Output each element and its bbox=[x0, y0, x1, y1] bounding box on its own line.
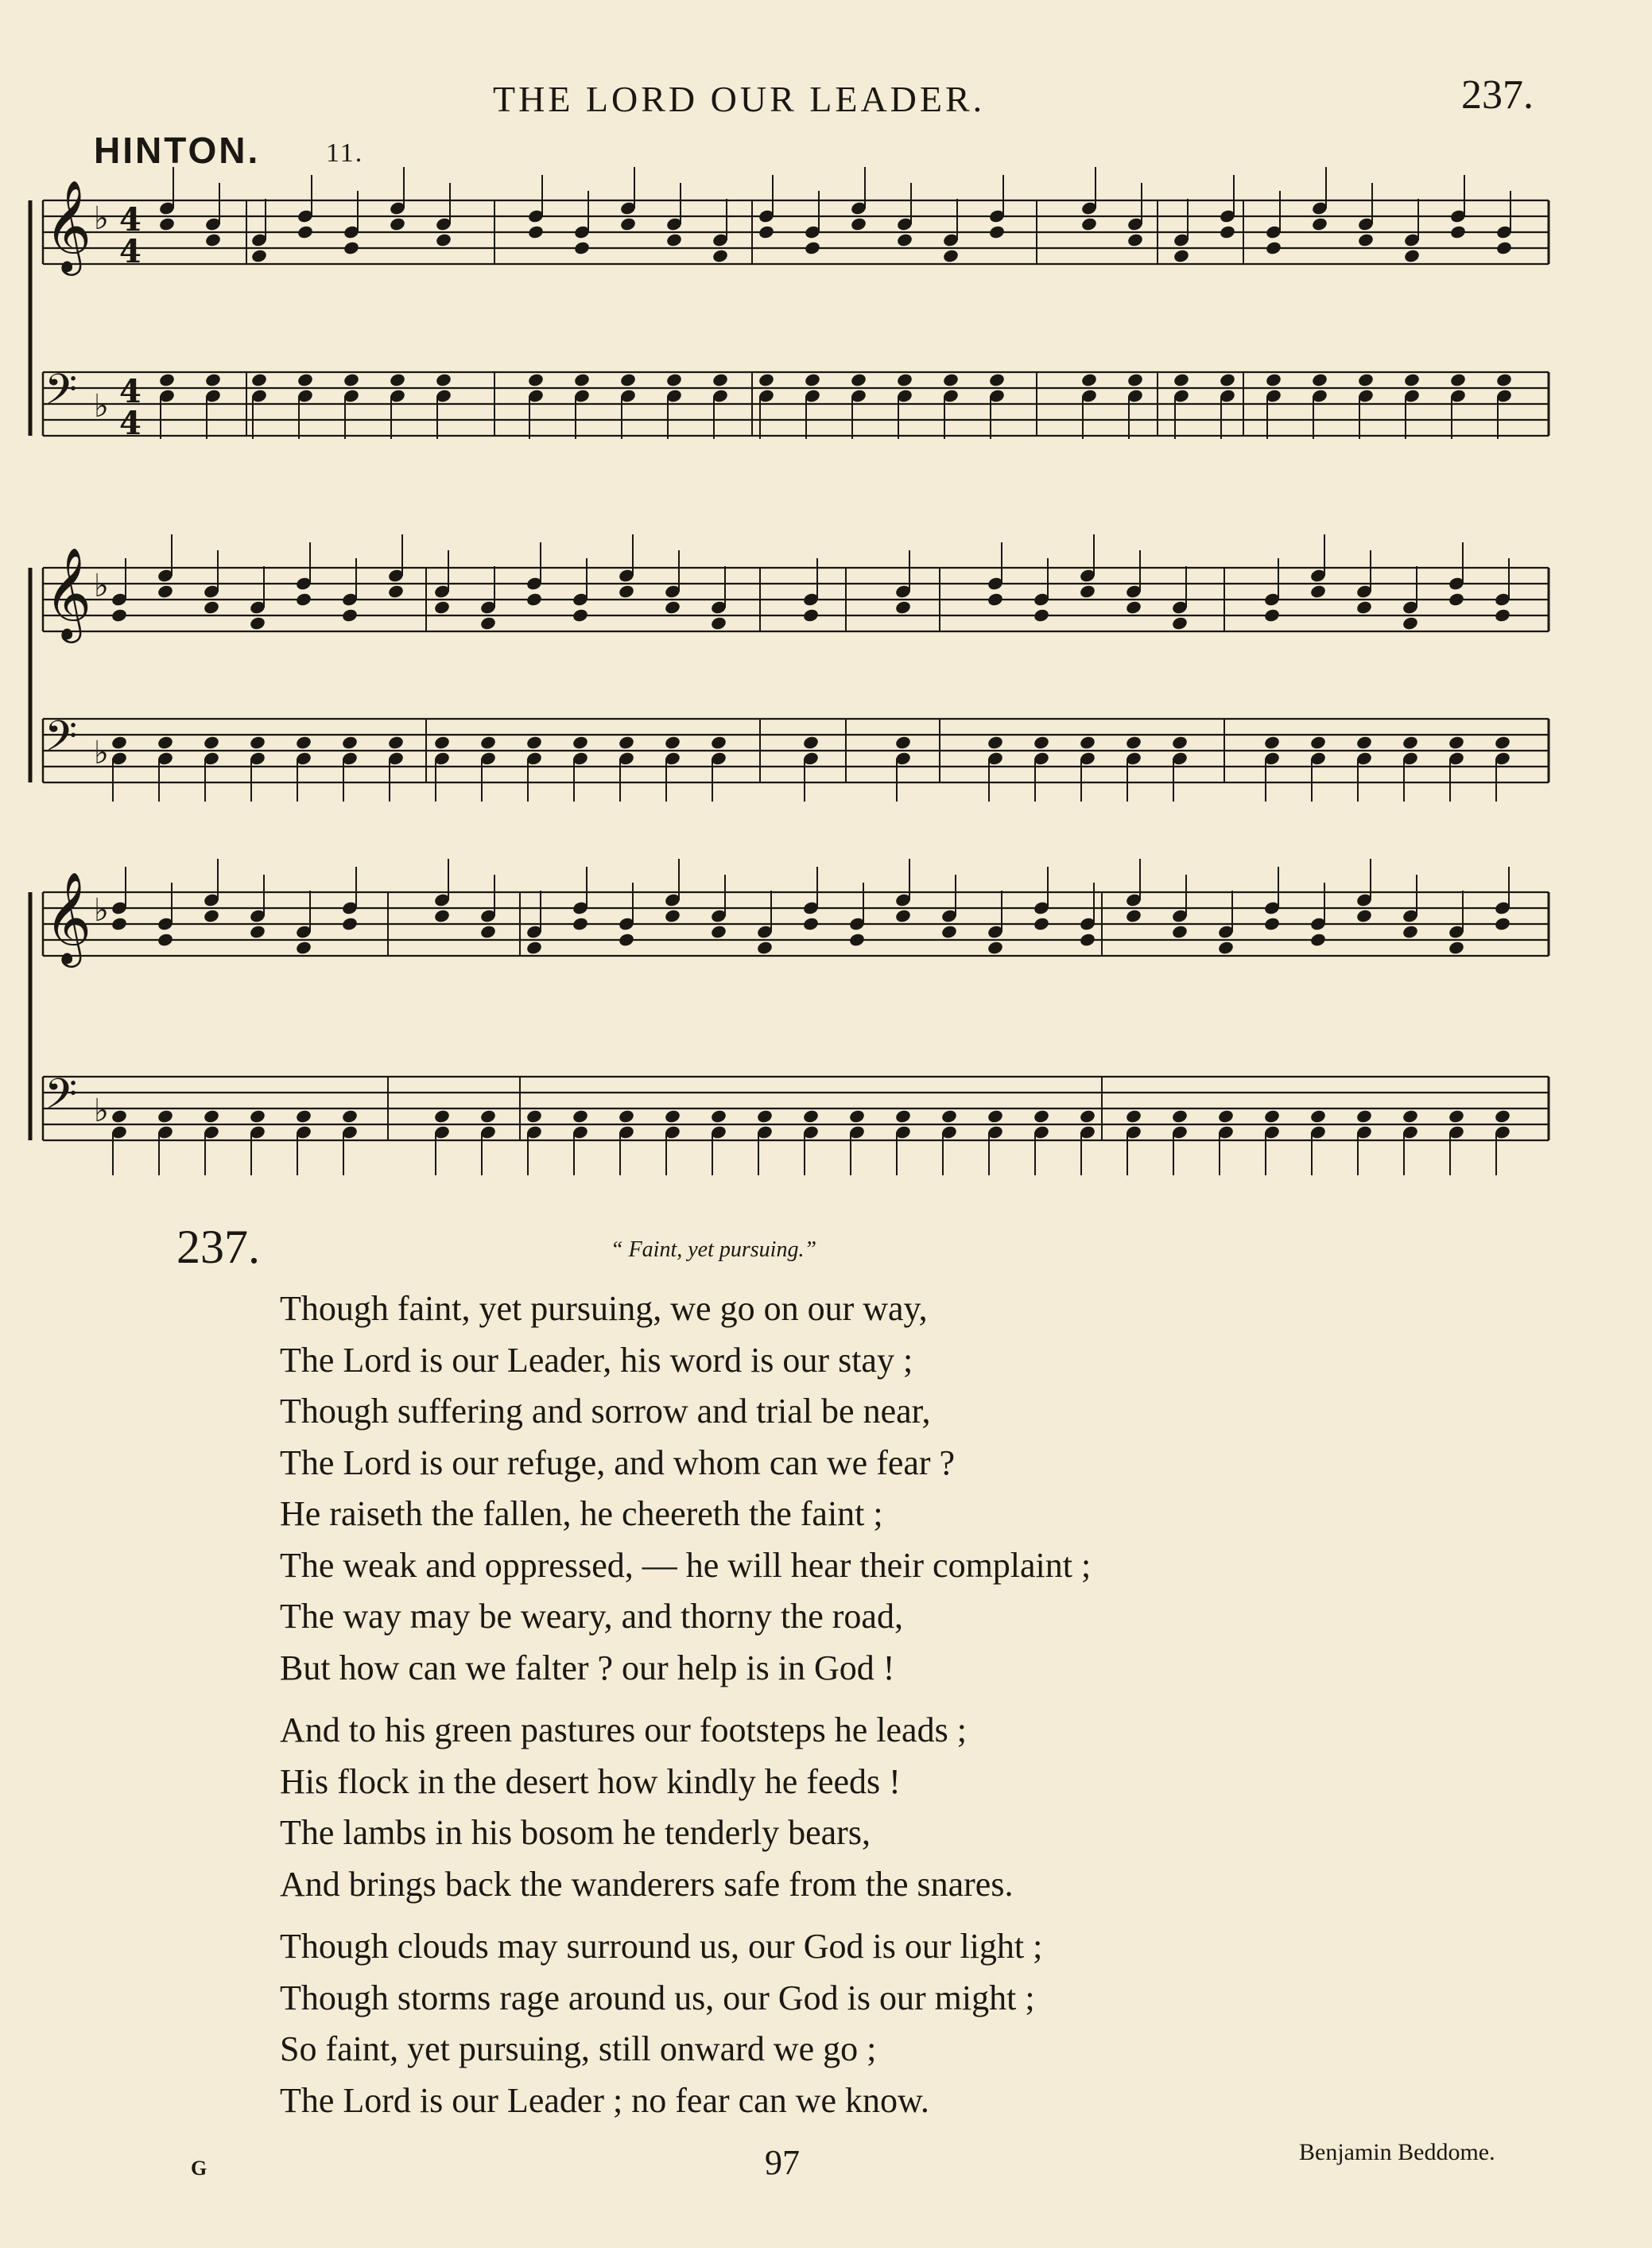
note-head bbox=[756, 940, 774, 955]
verse-line: Though suffering and sorrow and trial be near, bbox=[280, 1392, 931, 1431]
note-head bbox=[157, 932, 174, 947]
key-flat-icon: ♭ bbox=[94, 892, 109, 929]
note-head bbox=[1171, 615, 1189, 631]
note-head bbox=[712, 372, 729, 387]
note-head bbox=[343, 240, 360, 255]
time-signature-top: 4 bbox=[119, 373, 142, 410]
note-head bbox=[157, 1108, 174, 1124]
note-head bbox=[1079, 1108, 1096, 1124]
stanza-gap bbox=[280, 1910, 1091, 1921]
note-head bbox=[250, 372, 268, 387]
note-head bbox=[987, 735, 1004, 750]
note-head bbox=[987, 1108, 1004, 1124]
hymn-text bbox=[280, 1283, 1091, 2126]
note-head bbox=[894, 735, 912, 750]
note-head bbox=[295, 735, 312, 750]
note-head bbox=[1125, 908, 1142, 923]
note-head bbox=[1219, 372, 1236, 387]
verse-line: Though storms rage around us, our God is our might ; bbox=[280, 1978, 1035, 2017]
note-head bbox=[479, 615, 497, 631]
note-head bbox=[203, 735, 220, 750]
treble-clef-icon: 𝄞 bbox=[45, 179, 92, 272]
note-head bbox=[249, 615, 266, 631]
note-head bbox=[527, 372, 545, 387]
author-credit: Benjamin Beddome. bbox=[1299, 2139, 1495, 2165]
time-signature-bottom: 4 bbox=[119, 233, 142, 270]
note-head bbox=[894, 908, 912, 923]
note-head bbox=[295, 940, 312, 955]
note-head bbox=[297, 224, 314, 239]
note-head bbox=[987, 592, 1004, 607]
note-head bbox=[572, 916, 589, 931]
key-flat-icon: ♭ bbox=[94, 735, 109, 771]
note-head bbox=[1171, 924, 1189, 939]
note-head bbox=[988, 372, 1006, 387]
note-head bbox=[1127, 372, 1144, 387]
note-head bbox=[1217, 1108, 1235, 1124]
note-head bbox=[1311, 216, 1328, 231]
note-head bbox=[157, 584, 174, 599]
note-head bbox=[1219, 224, 1236, 239]
note-head bbox=[1357, 372, 1375, 387]
note-head bbox=[433, 735, 451, 750]
note-head bbox=[525, 592, 543, 607]
note-head bbox=[1494, 608, 1511, 623]
note-head bbox=[894, 600, 912, 615]
note-head bbox=[387, 735, 405, 750]
note-head bbox=[1495, 240, 1513, 255]
note-head bbox=[1125, 600, 1142, 615]
note-head bbox=[479, 735, 497, 750]
note-head bbox=[157, 735, 174, 750]
folio-number: 97 bbox=[765, 2143, 800, 2182]
note-head bbox=[295, 592, 312, 607]
note-head bbox=[341, 916, 359, 931]
note-head bbox=[848, 1108, 866, 1124]
note-head bbox=[1402, 615, 1419, 631]
note-head bbox=[525, 940, 543, 955]
note-head bbox=[525, 1108, 543, 1124]
verse-line: So faint, yet pursuing, still onward we go ; bbox=[280, 2029, 877, 2068]
note-head bbox=[619, 372, 637, 387]
hymn-subtitle: “ Faint, yet pursuing.” bbox=[611, 1237, 817, 1262]
note-head bbox=[664, 600, 681, 615]
treble-clef-icon: 𝄞 bbox=[45, 871, 92, 964]
note-head bbox=[664, 1108, 681, 1124]
verse-line: He raiseth the fallen, he cheereth the faint ; bbox=[280, 1494, 883, 1533]
bass-clef-icon: 𝄢 bbox=[45, 1070, 78, 1129]
note-head bbox=[1402, 735, 1419, 750]
note-head bbox=[249, 1108, 266, 1124]
stanza-gap bbox=[280, 1694, 1091, 1705]
bass-clef-icon: 𝄢 bbox=[45, 366, 78, 425]
note-head bbox=[1494, 1108, 1511, 1124]
note-head bbox=[850, 372, 867, 387]
note-head bbox=[1033, 735, 1050, 750]
note-head bbox=[618, 735, 635, 750]
verse-line: The way may be weary, and thorny the road, bbox=[280, 1597, 903, 1636]
page-number: 237. bbox=[1461, 72, 1534, 118]
verse-line: Though faint, yet pursuing, we go on our way, bbox=[280, 1289, 928, 1328]
note-head bbox=[479, 924, 497, 939]
note-head bbox=[1448, 592, 1465, 607]
note-head bbox=[249, 924, 266, 939]
note-head bbox=[111, 608, 128, 623]
note-head bbox=[203, 908, 220, 923]
note-head bbox=[940, 924, 958, 939]
note-head bbox=[619, 216, 637, 231]
note-head bbox=[987, 940, 1004, 955]
note-head bbox=[802, 735, 820, 750]
note-head bbox=[343, 372, 360, 387]
note-head bbox=[158, 216, 176, 231]
note-head bbox=[433, 1108, 451, 1124]
note-head bbox=[1263, 916, 1281, 931]
note-head bbox=[433, 600, 451, 615]
note-head bbox=[389, 216, 406, 231]
note-head bbox=[618, 1108, 635, 1124]
note-head bbox=[756, 1108, 774, 1124]
note-head bbox=[1403, 372, 1421, 387]
note-head bbox=[940, 1108, 958, 1124]
note-head bbox=[804, 240, 821, 255]
note-head bbox=[1033, 608, 1050, 623]
note-head bbox=[802, 608, 820, 623]
key-flat-icon: ♭ bbox=[94, 1093, 109, 1129]
note-head bbox=[527, 224, 545, 239]
note-head bbox=[435, 372, 452, 387]
note-head bbox=[1355, 735, 1373, 750]
note-head bbox=[802, 1108, 820, 1124]
verse-line: And brings back the wanderers safe from the snares. bbox=[280, 1864, 1014, 1904]
note-head bbox=[204, 232, 222, 247]
note-head bbox=[664, 908, 681, 923]
note-head bbox=[1355, 1108, 1373, 1124]
note-head bbox=[710, 615, 727, 631]
note-head bbox=[111, 1108, 128, 1124]
note-head bbox=[758, 372, 775, 387]
note-head bbox=[573, 240, 591, 255]
note-head bbox=[710, 735, 727, 750]
tune-meter: 11. bbox=[326, 138, 364, 168]
note-head bbox=[1403, 248, 1421, 263]
note-head bbox=[1495, 372, 1513, 387]
note-head bbox=[1355, 600, 1373, 615]
verse-line: The Lord is our Leader, his word is our stay ; bbox=[280, 1340, 913, 1380]
note-head bbox=[1449, 372, 1467, 387]
tune-name: HINTON. bbox=[94, 130, 261, 171]
stanza-2 bbox=[280, 1705, 1091, 1910]
note-head bbox=[435, 232, 452, 247]
note-head bbox=[942, 248, 960, 263]
note-head bbox=[1079, 584, 1096, 599]
stanza-3 bbox=[280, 1921, 1091, 2126]
note-head bbox=[665, 232, 683, 247]
note-head bbox=[1311, 372, 1328, 387]
note-head bbox=[1125, 1108, 1142, 1124]
note-head bbox=[1448, 940, 1465, 955]
note-head bbox=[1402, 1108, 1419, 1124]
note-head bbox=[1127, 232, 1144, 247]
note-head bbox=[1494, 735, 1511, 750]
note-head bbox=[1263, 735, 1281, 750]
note-head bbox=[1448, 735, 1465, 750]
bass-clef-icon: 𝄢 bbox=[45, 712, 78, 771]
note-head bbox=[710, 1108, 727, 1124]
hymn-number: 237. bbox=[176, 1221, 260, 1273]
note-head bbox=[389, 372, 406, 387]
note-head bbox=[1265, 372, 1282, 387]
note-head bbox=[295, 1108, 312, 1124]
note-head bbox=[1265, 240, 1282, 255]
note-head bbox=[942, 372, 960, 387]
note-head bbox=[204, 372, 222, 387]
note-head bbox=[1355, 908, 1373, 923]
treble-clef-icon: 𝄞 bbox=[45, 546, 92, 639]
note-head bbox=[1309, 584, 1327, 599]
note-head bbox=[297, 372, 314, 387]
note-head bbox=[618, 584, 635, 599]
key-flat-icon: ♭ bbox=[94, 568, 109, 604]
note-head bbox=[1173, 248, 1190, 263]
note-head bbox=[1263, 1108, 1281, 1124]
note-head bbox=[1449, 224, 1467, 239]
verse-line: And to his green pastures our footsteps he leads ; bbox=[280, 1710, 967, 1749]
note-head bbox=[1173, 372, 1190, 387]
note-head bbox=[250, 248, 268, 263]
key-flat-icon: ♭ bbox=[94, 388, 109, 425]
note-head bbox=[573, 372, 591, 387]
note-head bbox=[572, 735, 589, 750]
note-head bbox=[1171, 735, 1189, 750]
verse-line: But how can we falter ? our help is in God ! bbox=[280, 1648, 895, 1687]
note-head bbox=[525, 735, 543, 750]
note-head bbox=[988, 224, 1006, 239]
note-head bbox=[111, 735, 128, 750]
note-head bbox=[1033, 916, 1050, 931]
note-head bbox=[1448, 1108, 1465, 1124]
note-head bbox=[896, 372, 913, 387]
note-head bbox=[1494, 916, 1511, 931]
note-head bbox=[848, 932, 866, 947]
note-head bbox=[341, 735, 359, 750]
verse-line: The Lord is our refuge, and whom can we fear ? bbox=[280, 1442, 956, 1482]
time-signature-top: 4 bbox=[119, 201, 142, 239]
note-head bbox=[710, 924, 727, 939]
note-head bbox=[1263, 608, 1281, 623]
note-head bbox=[572, 1108, 589, 1124]
note-head bbox=[387, 584, 405, 599]
stanza-1 bbox=[280, 1283, 1091, 1694]
note-head bbox=[203, 600, 220, 615]
note-head bbox=[1309, 932, 1327, 947]
note-head bbox=[758, 224, 775, 239]
note-head bbox=[850, 216, 867, 231]
note-head bbox=[111, 916, 128, 931]
note-head bbox=[203, 1108, 220, 1124]
note-head bbox=[341, 1108, 359, 1124]
note-head bbox=[664, 735, 681, 750]
note-head bbox=[896, 232, 913, 247]
verse-line: The weak and oppressed, — he will hear their complaint ; bbox=[280, 1545, 1092, 1585]
note-head bbox=[712, 248, 729, 263]
note-head bbox=[802, 916, 820, 931]
note-head bbox=[433, 908, 451, 923]
verse-line: Though clouds may surround us, our God is our light ; bbox=[280, 1927, 1043, 1966]
note-head bbox=[1080, 372, 1098, 387]
key-flat-icon: ♭ bbox=[94, 200, 109, 237]
verse-line: The Lord is our Leader ; no fear can we know. bbox=[280, 2080, 929, 2120]
note-head bbox=[1079, 735, 1096, 750]
note-head bbox=[1309, 1108, 1327, 1124]
note-head bbox=[894, 1108, 912, 1124]
running-title: THE LORD OUR LEADER. bbox=[493, 79, 986, 119]
note-head bbox=[1171, 1108, 1189, 1124]
note-head bbox=[1079, 932, 1096, 947]
note-head bbox=[618, 932, 635, 947]
printer-signature: G bbox=[191, 2157, 207, 2180]
note-head bbox=[804, 372, 821, 387]
note-head bbox=[572, 608, 589, 623]
note-head bbox=[1217, 940, 1235, 955]
note-head bbox=[665, 372, 683, 387]
note-head bbox=[249, 735, 266, 750]
note-head bbox=[1309, 735, 1327, 750]
verse-line: His flock in the desert how kindly he feeds ! bbox=[280, 1761, 901, 1801]
note-head bbox=[1402, 924, 1419, 939]
time-signature-bottom: 4 bbox=[119, 405, 142, 442]
note-head bbox=[341, 608, 359, 623]
verse-line: The lambs in his bosom he tenderly bears, bbox=[280, 1813, 871, 1852]
note-head bbox=[158, 372, 176, 387]
note-head bbox=[1125, 735, 1142, 750]
note-head bbox=[1033, 1108, 1050, 1124]
note-head bbox=[1080, 216, 1098, 231]
note-head bbox=[479, 1108, 497, 1124]
note-head bbox=[1357, 232, 1375, 247]
